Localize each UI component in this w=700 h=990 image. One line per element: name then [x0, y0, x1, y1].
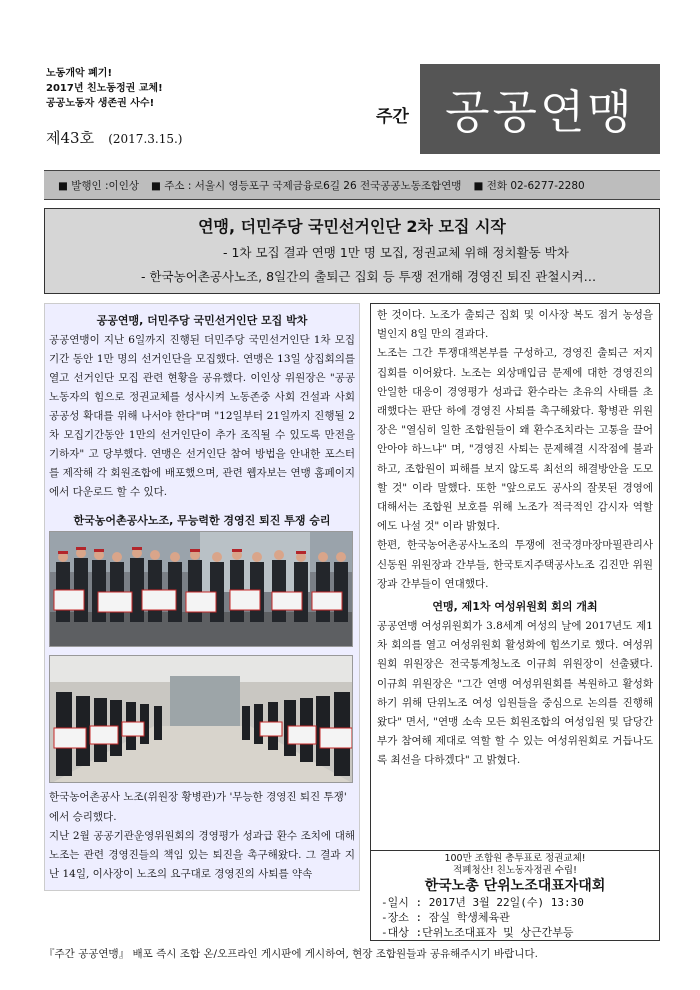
left-column [44, 303, 360, 891]
headline-box [44, 208, 660, 294]
main-headline: 연맹, 더민주당 국민선거인단 2차 모집 시작 [198, 217, 506, 236]
masthead-title-area [376, 64, 660, 154]
photo-caption: 한국농어촌공사 노조(위원장 황병관)가 '무능한 경영진 퇴진 투쟁' 에서 승리했다. [49, 791, 347, 823]
issue-number: 제43호 [46, 129, 95, 147]
event-target: -대상 :단위노조대표자 및 상근간부등 [381, 926, 574, 939]
slogan-3: 공공노동자 생존권 사수! [46, 98, 155, 109]
section-title-women-committee: 연맹, 제1차 여성위원회 회의 개최 [432, 600, 598, 614]
headline-sub-2: - 한국농어촌공사노조, 8일간의 출퇴근 집회 등 투쟁 전개해 경영진 퇴진 관철시켜… [141, 269, 597, 284]
headline-sub-1: - 1차 모집 결과 연맹 1만 명 모집, 정권교체 위해 정치활동 박차 [223, 245, 569, 260]
masthead-left [46, 66, 376, 148]
right-column [370, 303, 660, 851]
event-title: 한국노총 단위노조대표자대회 [424, 878, 606, 894]
event-slogan-2: 적폐청산! 친노동자정권 수립! [453, 865, 577, 876]
event-slogan-1: 100만 조합원 총투표로 정권교체! [444, 853, 586, 864]
weekly-label: 주간 [376, 107, 409, 127]
publisher-info-bar [44, 170, 660, 200]
issue-date: (2017.3.15.) [108, 132, 183, 146]
footer-notice: 『주간 공공연맹』 배포 즉시 조합 온/오프라인 게시판에 게시하여, 현장 조합원들과 공유해주시기 바랍니다. [44, 948, 538, 960]
event-date: -일시 : 2017년 3월 22일(수) 13:30 [381, 896, 584, 909]
phone: ■ 전화 02-6277-2280 [473, 179, 585, 192]
newsletter-title: 공공연맹 [420, 64, 660, 154]
event-notice-box [370, 851, 660, 941]
article-election-box [44, 303, 360, 891]
article-kraf-continued: 한 것이다. 노조가 출퇴근 집회 및 이사장 복도 점거 농성을 벌인지 8일 만의 결과다. [377, 309, 653, 341]
address: ■ 주소 : 서울시 영등포구 국제금융로6길 26 전국공공노동조합연맹 [151, 179, 462, 192]
protest-photo-1 [49, 531, 353, 647]
publisher: ■ 발행인 :이인상 [58, 179, 139, 192]
article-kraf-para3: 한편, 한국농어촌공사노조의 투쟁에 전국경마장마필관리사 신동원 위원장과 간부들, 한국토지주택공사노조 김진만 위원장과 간부들이 연대했다. [377, 539, 653, 590]
article-election-body: 공공연맹이 지난 6일까지 진행된 더민주당 국민선거인단 1차 모집기간 동안 1만 명의 선거인단을 모집했다. 연맹은 13일 상집회의를 열고 선거인단 모집 관련 현황을 공유했다. 이인상 위원장은 "공공노동자의 힘으로 정권교체를 성사시켜 노동존중 사회 건설과 사회 공공성 확대를 위해 나서야 한다"며 "12일부터 21일까지 진행될 2차 모집기간동안 1만의 선거인단이 추가 조직될 수 있도록 만전을 기하자" 고 당부했다. 연맹은 선거인단 참여 방법을 안내한 포스터를 제작해 각 회원조합에 배포했으며, 관련 웹자보는 연맹 홈페이지에서 다운로드 할 수 있다. [49, 334, 355, 498]
slogan-2: 2017년 친노동정권 교체! [46, 83, 163, 94]
section-title-election: 공공연맹, 더민주당 국민선거인단 모집 박차 [96, 314, 308, 327]
article-women-committee-body: 공공연맹 여성위원회가 3.8세계 여성의 날에 2017년도 제1차 회의를 열고 여성위원회 활성화에 힘쓰기로 했다. 여성위원회 위원장은 전국통계청노조 이규희 위원장이 선출됐다. 이규희 위원장은 "그간 연맹 여성위원회를 복원하고 활성화하기 위해 단위노조 여성 임원들을 중심으로 논의를 진행해왔다" 면서, "연맹 소속 모든 회원조합의 여성임원 및 담당간부가 참여해 제대로 역할 할 수 있는 여성위원회로 거듭나도록 최선을 다하겠다" 고 밝혔다. [377, 620, 653, 767]
section-title-kraf-union: 한국농어촌공사노조, 무능력한 경영진 퇴진 투쟁 승리 [73, 514, 331, 527]
article-kraf-para2: 노조는 그간 투쟁대책본부를 구성하고, 경영진 출퇴근 저지 집회를 이어왔다. 노조는 외상매입금 문제에 대한 경영진의 안일한 대응이 경영평가 성과급 환수라는 초유의 사태를 초래했다는 판단 하에 경영진 사퇴를 촉구해왔다. 황병관 위원장은 "열심히 일한 조합원들이 왜 환수조치라는 고통을 끌어안아야 하느냐" 며, "경영진 사퇴는 문제해결 시작점에 불과하고, 조합원이 피해를 보지 않도록 최선의 해결방안을 도모할 것" 이라 말했다. 또한 "앞으로도 공사의 잘못된 경영에 대해서는 조합원 보호를 위해 노조가 적극적인 감시자 역할에도 나설 것" 이라 밝혔다. [377, 347, 653, 533]
slogan-1: 노동개악 폐기! [46, 68, 113, 79]
protest-photo-2 [49, 655, 353, 783]
article-kraf-body: 지난 2월 공공기관운영위원회의 경영평가 성과급 환수 조치에 대해 노조는 관련 경영진들의 책임 있는 퇴진을 촉구해왔다. 그 결과 지난 14일, 이사장이 노조의 요구대로 경영진의 사퇴를 약속 [49, 830, 355, 880]
event-place: -장소 : 잠실 학생체육관 [381, 911, 510, 924]
issue-info [46, 127, 376, 148]
